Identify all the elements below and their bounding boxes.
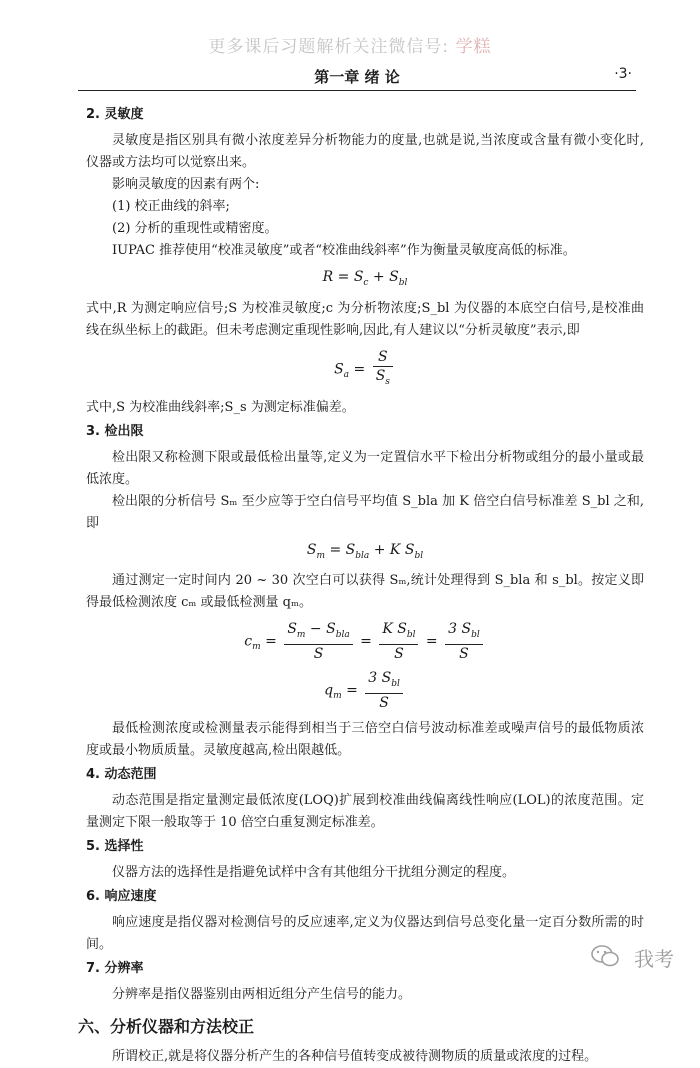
equation-min-signal: $S_m = S_{bla} + K$ $S_{bl}$ (306, 541, 424, 561)
section-heading-resolution: 7. 分辨率 (86, 960, 144, 976)
section-heading-sensitivity: 2. 灵敏度 (86, 107, 144, 122)
page-number: ·3· (614, 66, 632, 82)
watermark-banner: 更多课后习题解析关注微信号: 学糕 (208, 37, 492, 57)
section-heading-dynamic-range: 4. 动态范围 (86, 766, 157, 782)
section-heading-response-speed: 6. 响应速度 (86, 888, 157, 904)
paragraph: 通过测定一定时间内 20 ~ 30 次空白可以获得 Sₘ,统计处理得到 S_bla 和 s_bl。按定义即得最低检测浓度 cₘ 或最低检测量 qₘ。 (86, 573, 644, 611)
paragraph: 检出限又称检测下限或最低检出量等,定义为一定置信水平下检出分析物或组分的最小量或最低浓度。 (86, 449, 644, 487)
wechat-icon (590, 944, 620, 968)
paragraph: 最低检测浓度或检测量表示能得到相当于三倍空白信号波动标准差或噪声信号的最低物质浓度或最小物质质量。灵敏度越高,检出限越低。 (86, 720, 644, 758)
section-heading-calibration: 六、分析仪器和方法校正 (78, 1016, 255, 1036)
paragraph: 分辨率是指仪器鉴别由两相近组分产生信号的能力。 (112, 986, 412, 1002)
paragraph: 式中,S 为校准曲线斜率;S_s 为测定标准偏差。 (86, 399, 355, 415)
footer-brand: 我考 (634, 947, 674, 971)
paragraph: 检出限的分析信号 Sₘ 至少应等于空白信号平均值 S_bla 加 K 倍空白信号标准差 S_bl 之和,即 (86, 493, 644, 531)
equation-min-concentration: $c_m$ = $\frac{S_m - S_{bla}}{S}$ = $\frac{K S_{bl}}{S}$ = $\frac{3 S_{bl}}{S}$ (86, 620, 644, 663)
equation-min-quantity: $q_m$ = $\frac{3 S_{bl}}{S}$ (86, 669, 644, 712)
paragraph: 式中,R 为测定响应信号;S 为校准灵敏度;c 为分析物浓度;S_bl 为仪器的本底空白信号,是校准曲线在纵坐标上的截距。但未考虑测定重现性影响,因此,有人建议以“分析灵敏度”表示,即 (86, 300, 644, 338)
paragraph: 所谓校正,就是将仪器分析产生的各种信号值转变成被待测物质的质量或浓度的过程。 (112, 1048, 598, 1064)
paragraph: (2) 分析的重现性或精密度。 (112, 221, 278, 236)
section-heading-detection-limit: 3. 检出限 (86, 423, 144, 439)
paragraph: 仪器方法的选择性是指避免试样中含有其他组分干扰组分测定的程度。 (112, 864, 516, 880)
paragraph: (1) 校正曲线的斜率; (112, 199, 230, 214)
paragraph: 动态范围是指定量测定最低浓度(LOQ)扩展到校准曲线偏离线性响应(LOL)的浓度范围。定量测定下限一般取等于 10 倍空白重复测定标准差。 (86, 792, 644, 830)
paragraph: 响应速度是指仪器对检测信号的反应速率,定义为仪器达到信号总变化量一定百分数所需的时间。 (86, 914, 644, 952)
equation-analytical-sensitivity: $S_a$ = $\frac{S}{S_s}$ (86, 348, 644, 391)
equation-response: $R = S_c + S_{bl}$ (322, 269, 408, 288)
body-content (78, 102, 644, 1068)
section-heading-selectivity: 5. 选择性 (86, 838, 144, 854)
running-head (78, 66, 636, 91)
paragraph: IUPAC 推荐使用“校准灵敏度”或者“校准曲线斜率”作为衡量灵敏度高低的标准。 (112, 243, 576, 258)
paragraph: 灵敏度是指区别具有微小浓度差异分析物能力的度量,也就是说,当浓度或含量有微小变化时,仪器或方法均可以觉察出来。 (86, 133, 644, 170)
chapter-title: 第一章 绪 论 (314, 68, 400, 86)
paragraph: 影响灵敏度的因素有两个: (112, 177, 260, 192)
